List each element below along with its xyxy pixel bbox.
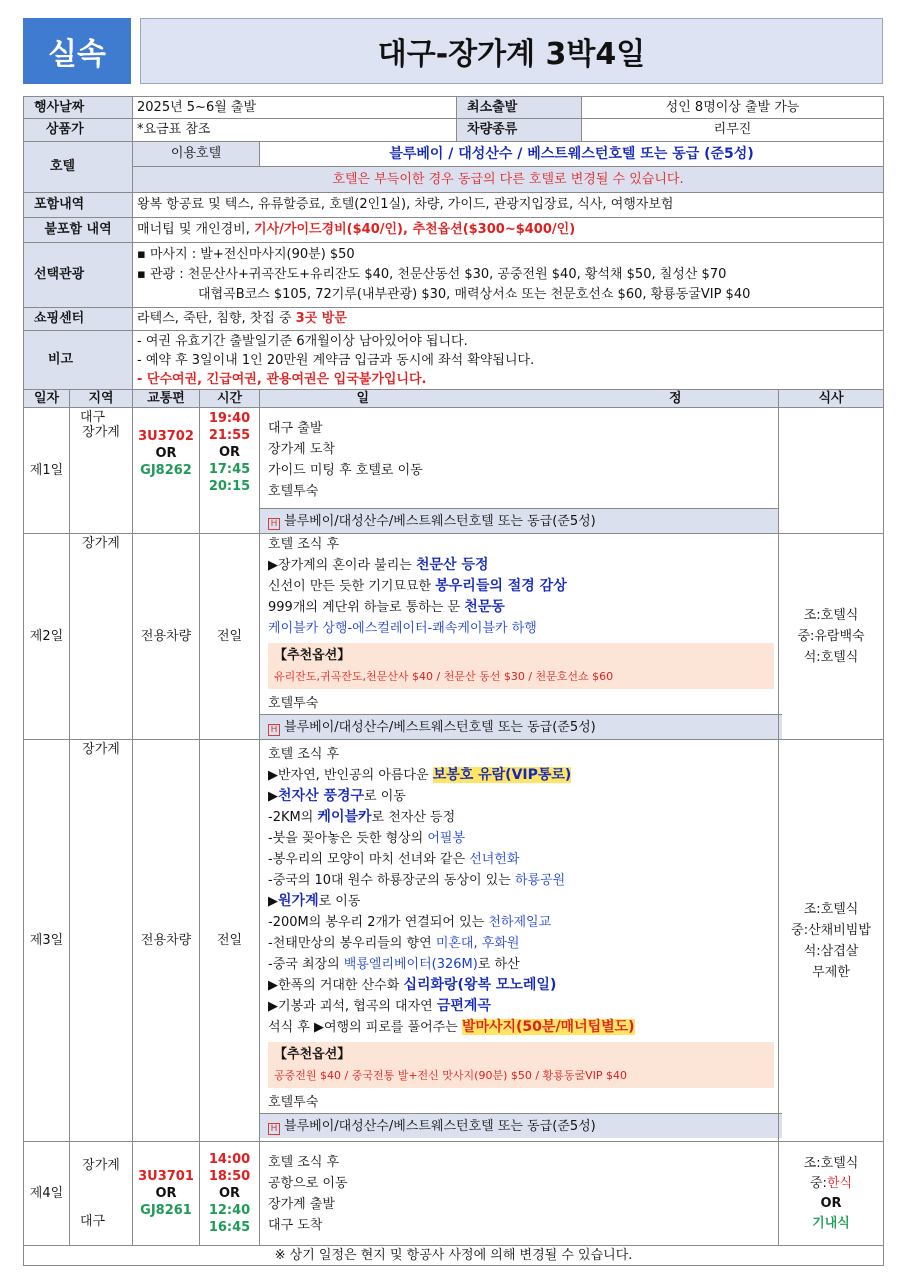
day-place: 장가계 bbox=[70, 534, 133, 740]
header bbox=[23, 18, 883, 84]
day-meal bbox=[779, 408, 884, 534]
day-place: 장가계 대구 bbox=[70, 1142, 133, 1246]
day-time: 14:00 18:50 OR 12:40 16:45 bbox=[200, 1142, 260, 1246]
day-place: 대구 장가계 bbox=[70, 408, 133, 534]
day-schedule: 호텔 조식 후 공항으로 이동 장가계 출발 대구 도착 bbox=[260, 1142, 779, 1246]
day-place: 장가계 bbox=[70, 740, 133, 1142]
day-row-3 bbox=[24, 740, 884, 1142]
product-badge: 실속 bbox=[23, 18, 131, 84]
day-transport: 3U3701 OR GJ8261 bbox=[133, 1142, 200, 1246]
info-row-shop bbox=[24, 308, 884, 331]
day-label: 제3일 bbox=[24, 740, 70, 1142]
period-value: 2025년 5~6월 출발 bbox=[133, 97, 457, 119]
hotel-bar: H 블루베이/대성산수/베스트웨스턴호텔 또는 동급(준5성) bbox=[260, 508, 778, 533]
day-schedule: 호텔 조식 후 ▶장가계의 혼이라 불리는 천문산 등정 신선이 만든 듯한 기기묘묘한 봉우리들의 절경 감상 999개의 계단위 하늘로 통하는 문 천문동 케이블카 상행-에스컬레이터-쾌속케이블카 하행 【추천옵션】 유리잔도,귀곡잔도,천문산사 $40 / 천문산 동선 $30 / 천문호선쇼 $60 호텔투숙 H 블루베이/대성산수/베스트웨스턴호텔 또는 동급(준5성) bbox=[260, 534, 779, 740]
day-row-2 bbox=[24, 534, 884, 740]
info-row-price bbox=[24, 119, 884, 142]
min-label: 최소출발 bbox=[457, 97, 582, 119]
day-label: 제4일 bbox=[24, 1142, 70, 1246]
col-time: 시간 bbox=[200, 390, 260, 408]
day-label: 제2일 bbox=[24, 534, 70, 740]
day-transport: 전용차량 bbox=[133, 740, 200, 1142]
info-row-options bbox=[24, 243, 884, 308]
hotel-use-label: 이용호텔 bbox=[133, 142, 260, 167]
exclude-value: 매너팁 및 개인경비, 기사/가이드경비($40/인), 추천옵션($300~$400/인) bbox=[133, 218, 884, 243]
period-label: 행사날짜 bbox=[24, 97, 133, 119]
info-row-note bbox=[24, 331, 884, 390]
day-meal: 조:호텔식 중:유람백숙 석:호텔식 bbox=[779, 534, 884, 740]
info-row-include bbox=[24, 193, 884, 218]
day-schedule: 대구 출발 장가계 도착 가이드 미팅 후 호텔로 이동 호텔투숙 H 블루베이/대성산수/베스트웨스턴호텔 또는 동급(준5성) bbox=[260, 408, 779, 534]
vehicle-value: 리무진 bbox=[582, 119, 884, 142]
page-title: 대구-장가계 3박4일 bbox=[140, 18, 883, 84]
vehicle-label: 차량종류 bbox=[457, 119, 582, 142]
price-label: 상품가 bbox=[24, 119, 133, 142]
schedule-header bbox=[24, 390, 884, 408]
shop-value: 라텍스, 죽탄, 침향, 찻집 중 3곳 방문 bbox=[133, 308, 884, 331]
info-row-exclude bbox=[24, 218, 884, 243]
hotel-icon: H bbox=[268, 518, 280, 530]
info-row-hotel bbox=[24, 142, 884, 167]
option-value: ▪ 마사지 : 발+전신마사지(90분) $50 ▪ 관광 : 천문산사+귀곡잔도+유리잔도 $40, 천문산동선 $30, 공중전원 $40, 황석채 $50, 칠성산 $70 대협곡B코스 $105, 72기루(내부관광) $30, 매력상서쇼 또는 천문호선쇼 $60, 황룡동굴VIP $40 bbox=[133, 243, 884, 308]
info-row-hotel-note bbox=[24, 167, 884, 193]
col-schedule: 일 정 bbox=[260, 390, 779, 408]
include-value: 왕복 항공료 및 텍스, 유류할증료, 호텔(2인1실), 차량, 가이드, 관광지입장료, 식사, 여행자보험 bbox=[133, 193, 884, 218]
include-label: 포함내역 bbox=[24, 193, 133, 218]
note-value: - 여권 유효기간 출발일기준 6개월이상 남아있어야 됩니다. - 예약 후 3일이내 1인 20만원 계약금 입금과 동시에 좌석 확약됩니다. - 단수여권, 긴급여권, 관용여권은 입국불가입니다. bbox=[133, 331, 884, 390]
col-transport: 교통편 bbox=[133, 390, 200, 408]
recommended-options: 【추천옵션】 공중전원 $40 / 중국전통 발+전신 맛사지(90분) $50 / 황룡동굴VIP $40 bbox=[268, 1042, 774, 1088]
option-label: 선택관광 bbox=[24, 243, 133, 308]
note-label: 비고 bbox=[24, 331, 133, 390]
day-row-4 bbox=[24, 1142, 884, 1246]
day-meal: 조:호텔식 중:한식 OR 기내식 bbox=[779, 1142, 884, 1246]
recommended-options: 【추천옵션】 유리잔도,귀곡잔도,천문산사 $40 / 천문산 동선 $30 / 천문호선쇼 $60 bbox=[268, 643, 774, 689]
day-meal: 조:호텔식 중:산채비빔밥 석:삼겹살 무제한 bbox=[779, 740, 884, 1142]
hotel-icon: H bbox=[268, 1123, 280, 1135]
footer-note: ※ 상기 일정은 현지 및 항공사 사정에 의해 변경될 수 있습니다. bbox=[24, 1246, 884, 1266]
exclude-label: 불포함 내역 bbox=[24, 218, 133, 243]
price-value: *요금표 참조 bbox=[133, 119, 457, 142]
col-meal: 식사 bbox=[779, 390, 884, 408]
day-transport: 3U3702 OR GJ8262 bbox=[133, 408, 200, 534]
day-time: 전일 bbox=[200, 740, 260, 1142]
footer-row bbox=[24, 1246, 884, 1266]
day-transport: 전용차량 bbox=[133, 534, 200, 740]
col-day: 일자 bbox=[24, 390, 70, 408]
day-label: 제1일 bbox=[24, 408, 70, 534]
day-schedule: 호텔 조식 후 ▶반자연, 반인공의 아름다운 보봉호 유람(VIP통로) ▶천자산 풍경구로 이동 -2KM의 케이블카로 천자산 등정 -붓을 꽂아놓은 듯한 형상의 어필봉 -봉우리의 모양이 마치 선녀와 같은 선녀헌화 -중국의 10대 원수 하룡장군의 동상이 있는 하룡공원 ▶원가계로 이동 -200M의 봉우리 2개가 연결되어 있는 천하제일교 -천태만상의 봉우리들의 향연 미혼대, 후화원 -중국 최장의 백룡엘리베이터(326M)로 하산 ▶한폭의 거대한 산수화 십리화랑(왕복 모노레일) ▶기봉과 괴석, 협곡의 대자연 금편계곡 석식 후 ▶여행의 피로를 풀어주는 발마사지(50분/매너팁별도) 【추천옵션】 공중전원 $40 / 중국전통 발+전신 맛사지(90분) $50 / 황룡동굴VIP $40 호텔투숙 H 블루베이/대성산수/베스트웨스턴호텔 또는 동급(준5성) bbox=[260, 740, 779, 1142]
info-row-period bbox=[24, 97, 884, 119]
itinerary-table bbox=[23, 96, 884, 1266]
day-time: 19:40 21:55 OR 17:45 20:15 bbox=[200, 408, 260, 534]
hotel-value: 블루베이 / 대성산수 / 베스트웨스턴호텔 또는 동급 (준5성) bbox=[260, 142, 884, 167]
hotel-note: 호텔은 부득이한 경우 동급의 다른 호텔로 변경될 수 있습니다. bbox=[133, 167, 884, 193]
hotel-bar: H 블루베이/대성산수/베스트웨스턴호텔 또는 동급(준5성) bbox=[260, 714, 782, 739]
hotel-label: 호텔 bbox=[24, 142, 133, 193]
col-place: 지역 bbox=[70, 390, 133, 408]
hotel-bar: H 블루베이/대성산수/베스트웨스턴호텔 또는 동급(준5성) bbox=[260, 1113, 782, 1138]
hotel-icon: H bbox=[268, 724, 280, 736]
min-value: 성인 8명이상 출발 가능 bbox=[582, 97, 884, 119]
day-row-1 bbox=[24, 408, 884, 534]
shop-label: 쇼핑센터 bbox=[24, 308, 133, 331]
day-time: 전일 bbox=[200, 534, 260, 740]
